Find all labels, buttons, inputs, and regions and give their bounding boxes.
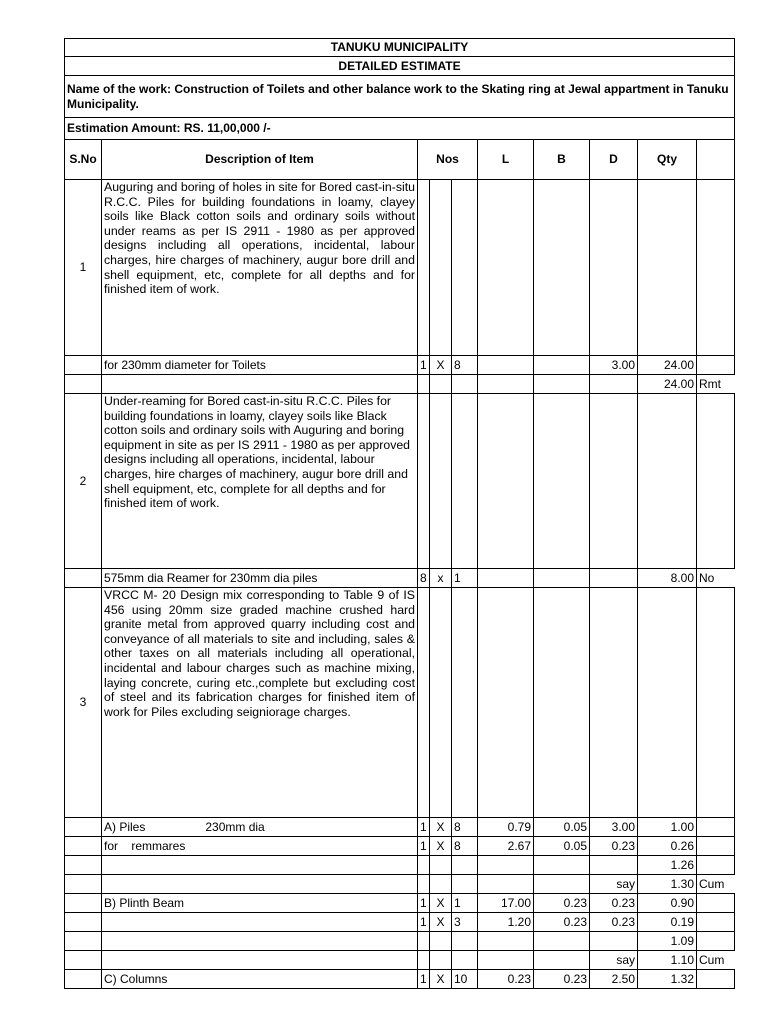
qty-value: 8.00 <box>638 569 697 588</box>
unit-label: Cum <box>697 951 735 970</box>
depth-value: 3.00 <box>590 818 638 837</box>
nos-count <box>418 932 430 951</box>
length-value: 17.00 <box>478 894 534 913</box>
nos-multiplier: 1 <box>452 569 478 588</box>
nos-operator: X <box>430 913 452 932</box>
length-value: 1.20 <box>478 913 534 932</box>
column-header-row <box>65 140 735 180</box>
length-value <box>478 932 534 951</box>
nos-count: 1 <box>418 818 430 837</box>
subtotal-row <box>65 932 735 951</box>
item-row <box>65 394 735 569</box>
length-value: 0.79 <box>478 818 534 837</box>
col-qty: Qty <box>638 140 697 180</box>
breadth-value <box>534 569 590 588</box>
unit-label <box>697 856 735 875</box>
depth-value <box>590 569 638 588</box>
measure-desc <box>102 875 418 894</box>
nos-count: 1 <box>418 356 430 375</box>
nos-count <box>418 875 430 894</box>
depth-value <box>590 856 638 875</box>
nos-count <box>418 856 430 875</box>
estimate-table <box>64 38 735 989</box>
estimation-amount: Estimation Amount: RS. 11,00,000 /- <box>65 118 735 140</box>
col-sno: S.No <box>65 140 102 180</box>
nos-operator <box>430 875 452 894</box>
breadth-value: 0.05 <box>534 818 590 837</box>
qty-value: 0.90 <box>638 894 697 913</box>
work-row <box>65 76 735 118</box>
measure-row <box>65 970 735 989</box>
measure-row <box>65 818 735 837</box>
measure-desc: for 230mm diameter for Toilets <box>102 356 418 375</box>
measure-row <box>65 569 735 588</box>
breadth-value <box>534 356 590 375</box>
nos-multiplier: 1 <box>452 894 478 913</box>
measure-row <box>65 356 735 375</box>
item-description: VRCC M- 20 Design mix corresponding to Table 9 of IS 456 using 20mm size graded machine crushed hard granite metal from approved quarry including cost and conveyance of all materials to site and including, sales & other taxes on all materials including all operational, incidental and labour charges such as machine mixing, laying concrete, curing etc.,complete but excluding cost of steel and its fabrication charges for finished item of work for Piles excluding seigniorage charges. <box>102 588 418 818</box>
nos-operator <box>430 856 452 875</box>
item-sno: 3 <box>65 588 102 818</box>
measure-desc: C) Columns <box>102 970 418 989</box>
breadth-value: 0.23 <box>534 894 590 913</box>
breadth-value: 0.23 <box>534 970 590 989</box>
measure-desc <box>102 856 418 875</box>
nos-operator: X <box>430 818 452 837</box>
breadth-value <box>534 856 590 875</box>
nos-count <box>418 951 430 970</box>
col-l: L <box>478 140 534 180</box>
nos-count: 1 <box>418 913 430 932</box>
measure-desc <box>102 913 418 932</box>
depth-value: say <box>590 875 638 894</box>
col-b: B <box>534 140 590 180</box>
qty-value: 1.32 <box>638 970 697 989</box>
org-row <box>65 39 735 57</box>
unit-label: Cum <box>697 875 735 894</box>
breadth-value <box>534 932 590 951</box>
unit-label <box>697 913 735 932</box>
measure-desc <box>102 951 418 970</box>
length-value: 2.67 <box>478 837 534 856</box>
nos-count: 1 <box>418 837 430 856</box>
length-value: 0.23 <box>478 970 534 989</box>
depth-value <box>590 375 638 394</box>
col-description: Description of Item <box>102 140 418 180</box>
measure-desc: B) Plinth Beam <box>102 894 418 913</box>
nos-count: 8 <box>418 569 430 588</box>
unit-label <box>697 837 735 856</box>
nos-count <box>418 375 430 394</box>
measure-row <box>65 913 735 932</box>
col-nos: Nos <box>418 140 478 180</box>
unit-label <box>697 932 735 951</box>
breadth-value: 0.23 <box>534 913 590 932</box>
measure-desc: A) Piles 230mm dia <box>102 818 418 837</box>
qty-value: 1.10 <box>638 951 697 970</box>
depth-value: say <box>590 951 638 970</box>
say-row <box>65 951 735 970</box>
qty-value: 1.00 <box>638 818 697 837</box>
nos-count: 1 <box>418 970 430 989</box>
qty-value: 24.00 <box>638 356 697 375</box>
nos-operator: X <box>430 837 452 856</box>
qty-value: 0.26 <box>638 837 697 856</box>
unit-label <box>697 970 735 989</box>
depth-value: 0.23 <box>590 913 638 932</box>
length-value <box>478 875 534 894</box>
depth-value: 2.50 <box>590 970 638 989</box>
nos-operator <box>430 375 452 394</box>
unit-label <box>697 356 735 375</box>
nos-multiplier: 8 <box>452 356 478 375</box>
depth-value: 3.00 <box>590 356 638 375</box>
length-value <box>478 569 534 588</box>
qty-value: 1.09 <box>638 932 697 951</box>
nos-multiplier: 8 <box>452 818 478 837</box>
nos-operator <box>430 951 452 970</box>
depth-value <box>590 932 638 951</box>
nos-operator: x <box>430 569 452 588</box>
unit-label <box>697 818 735 837</box>
nos-operator: X <box>430 356 452 375</box>
length-value <box>478 856 534 875</box>
depth-value: 0.23 <box>590 894 638 913</box>
length-value <box>478 951 534 970</box>
breadth-value <box>534 375 590 394</box>
item-sno: 2 <box>65 394 102 569</box>
amount-row <box>65 118 735 140</box>
nos-multiplier: 8 <box>452 837 478 856</box>
nos-multiplier <box>452 875 478 894</box>
qty-value: 24.00 <box>638 375 697 394</box>
unit-label <box>697 894 735 913</box>
measure-desc: for remmares <box>102 837 418 856</box>
item-row <box>65 180 735 356</box>
org-name: TANUKU MUNICIPALITY <box>65 39 735 57</box>
col-unit <box>697 140 735 180</box>
breadth-value: 0.05 <box>534 837 590 856</box>
measure-row <box>65 894 735 913</box>
title-row <box>65 57 735 76</box>
unit-label: Rmt <box>697 375 735 394</box>
subtotal-row <box>65 856 735 875</box>
say-row <box>65 875 735 894</box>
nos-operator <box>430 932 452 951</box>
estimate-sheet <box>64 38 734 989</box>
col-d: D <box>590 140 638 180</box>
nos-multiplier: 3 <box>452 913 478 932</box>
nos-operator: X <box>430 894 452 913</box>
qty-value: 1.30 <box>638 875 697 894</box>
breadth-value <box>534 875 590 894</box>
item-description: Under-reaming for Bored cast-in-situ R.C.C. Piles for building foundations in loamy, clayey soils like Black cotton soils and ordinary soils with Auguring and boring equipment in site as per IS 2911 - 1980 as per approved designs including all operations, incidental, labour charges, hire charges of machinery, augur bore drill and shell equipment, etc, complete for all depths and for finished item of work. <box>102 394 418 569</box>
measure-desc <box>102 932 418 951</box>
nos-multiplier <box>452 375 478 394</box>
total-row <box>65 375 735 394</box>
length-value <box>478 356 534 375</box>
measure-desc: 575mm dia Reamer for 230mm dia piles <box>102 569 418 588</box>
breadth-value <box>534 951 590 970</box>
nos-multiplier <box>452 932 478 951</box>
document-title: DETAILED ESTIMATE <box>65 57 735 76</box>
measure-row <box>65 837 735 856</box>
item-row <box>65 588 735 818</box>
unit-label: No <box>697 569 735 588</box>
nos-multiplier: 10 <box>452 970 478 989</box>
length-value <box>478 375 534 394</box>
item-description: Auguring and boring of holes in site for Bored cast-in-situ R.C.C. Piles for building foundations in loamy, clayey soils like Black cotton soils and ordinary soils without under reams as per IS 2911 - 1980 as per approved designs including all operations, incidental, labour charges, hire charges of machinery, augur bore drill and shell equipment, etc, complete for all depths and for finished item of work. <box>102 180 418 356</box>
depth-value: 0.23 <box>590 837 638 856</box>
qty-value: 0.19 <box>638 913 697 932</box>
nos-multiplier <box>452 951 478 970</box>
work-name: Name of the work: Construction of Toilets and other balance work to the Skating ring at Jewal appartment in Tanuku Municipality. <box>65 76 735 118</box>
measure-desc <box>102 375 418 394</box>
nos-operator: X <box>430 970 452 989</box>
item-sno: 1 <box>65 180 102 356</box>
qty-value: 1.26 <box>638 856 697 875</box>
nos-multiplier <box>452 856 478 875</box>
nos-count: 1 <box>418 894 430 913</box>
